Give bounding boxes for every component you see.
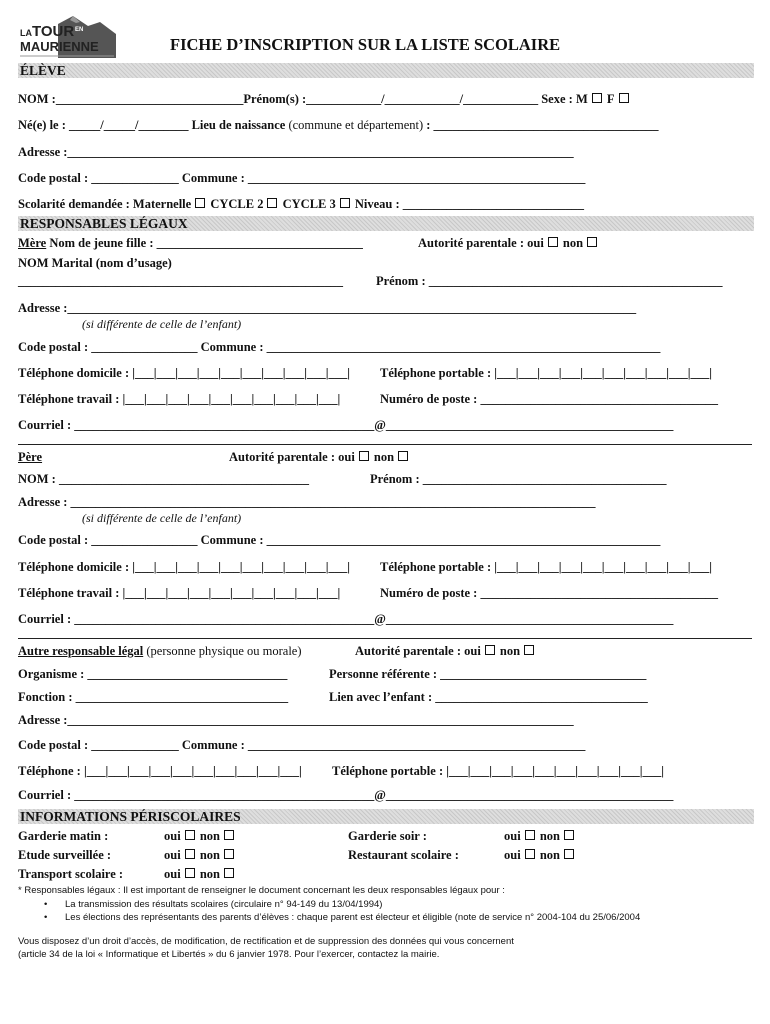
mere-code-postal-field[interactable]: Code postal : _________________ Commune : _______________________________________________________________	[18, 340, 661, 354]
transport-oui-checkbox[interactable]	[185, 868, 195, 878]
scolarite-label: Scolarité demandée : Maternelle	[18, 197, 192, 211]
mere-label: Mère	[18, 236, 47, 250]
pere-tel-portable-field[interactable]: Téléphone portable : |___|___|___|___|___|___|___|___|___|___|	[380, 560, 713, 574]
mere-autorite-non-checkbox[interactable]	[587, 237, 597, 247]
pere-tel-domicile-field[interactable]: Téléphone domicile : |___|___|___|___|___|___|___|___|___|___|	[18, 560, 351, 574]
autre-fonction-field[interactable]: Fonction : __________________________________	[18, 690, 289, 704]
etude-non-checkbox[interactable]	[224, 849, 234, 859]
pere-adresse-field[interactable]: Adresse : ____________________________________________________________________________________	[18, 495, 596, 509]
autre-personne-referente-field[interactable]: Personne référente : _________________________________	[329, 667, 647, 681]
mere-si-differente-note: (si différente de celle de l’enfant)	[82, 317, 242, 331]
autre-tel-portable-field[interactable]: Téléphone portable : |___|___|___|___|___|___|___|___|___|___|	[332, 764, 665, 778]
autre-responsable-line[interactable]	[18, 644, 302, 659]
non-label: non	[539, 848, 560, 862]
etude-oui-checkbox[interactable]	[185, 849, 195, 859]
pere-poste-field[interactable]: Numéro de poste : ______________________________________	[380, 586, 718, 600]
cycle2-checkbox[interactable]	[267, 198, 277, 208]
section-periscolaire-header: INFORMATIONS PÉRISCOLAIRES	[18, 809, 754, 824]
mere-tel-domicile-field[interactable]: Téléphone domicile : |___|___|___|___|___|___|___|___|___|___|	[18, 366, 351, 380]
pere-prenom-field[interactable]: Prénom : _______________________________________	[370, 472, 667, 486]
garderie-matin-non-checkbox[interactable]	[224, 830, 234, 840]
eleve-scolarite-line[interactable]	[18, 197, 584, 212]
autre-lien-field[interactable]: Lien avec l’enfant : __________________________________	[329, 690, 648, 704]
section-responsables-header: RESPONSABLES LÉGAUX	[18, 216, 754, 231]
divider	[18, 638, 752, 639]
svg-text:MAURIENNE: MAURIENNE	[20, 39, 99, 54]
droit-acces-line-2: (article 34 de la loi « Informatique et Libertés » du 6 janvier 1978. Pour l’exercer, contactez la mairie.	[18, 949, 440, 960]
eleve-nom-line[interactable]	[18, 92, 631, 107]
non-label: non	[199, 848, 220, 862]
garderie-matin-options[interactable]	[164, 829, 236, 844]
pere-courriel-field[interactable]: Courriel : ________________________________________________@______________________________________________	[18, 612, 674, 626]
pere-autorite-label: Autorité parentale : oui	[229, 450, 355, 464]
svg-text:TOUR: TOUR	[32, 23, 75, 40]
mere-courriel-field[interactable]: Courriel : ________________________________________________@______________________________________________	[18, 418, 674, 432]
cycle3-label: CYCLE 3	[282, 197, 336, 211]
garderie-soir-non-checkbox[interactable]	[564, 830, 574, 840]
mere-prenom-field[interactable]: Prénom : _______________________________________________	[376, 274, 723, 288]
restaurant-oui-checkbox[interactable]	[525, 849, 535, 859]
cycle3-checkbox[interactable]	[340, 198, 350, 208]
responsables-note: * Responsables légaux : Il est important de renseigner le document concernant les deux responsables légaux pour :	[18, 885, 505, 896]
mere-adresse-field[interactable]: Adresse :___________________________________________________________________________________________	[18, 301, 637, 315]
mere-tel-travail-field[interactable]: Téléphone travail : |___|___|___|___|___|___|___|___|___|___|	[18, 392, 341, 406]
mountain-logo-icon	[18, 14, 118, 60]
mere-poste-field[interactable]: Numéro de poste : ______________________________________	[380, 392, 718, 406]
sexe-f-checkbox[interactable]	[619, 93, 629, 103]
pere-tel-travail-field[interactable]: Téléphone travail : |___|___|___|___|___|___|___|___|___|___|	[18, 586, 341, 600]
restaurant-non-checkbox[interactable]	[564, 849, 574, 859]
pere-autorite-non-checkbox[interactable]	[398, 451, 408, 461]
non-label: non	[199, 829, 220, 843]
pere-label: Père	[18, 450, 43, 464]
autre-autorite[interactable]	[355, 644, 536, 659]
autre-autorite-oui-checkbox[interactable]	[485, 645, 495, 655]
autre-paren: (personne physique ou morale)	[143, 644, 302, 658]
pere-autorite-non-label: non	[373, 450, 395, 464]
sexe-f-label: F	[606, 92, 615, 106]
transport-label: Transport scolaire :	[18, 867, 124, 881]
oui-label: oui	[164, 867, 181, 881]
naissance-field: : ____________________________________	[426, 118, 659, 132]
bullet-icon: •	[44, 912, 48, 923]
restaurant-label: Restaurant scolaire :	[348, 848, 459, 862]
non-label: non	[199, 867, 220, 881]
svg-text:EN: EN	[75, 27, 84, 33]
mere-autorite-label: Autorité parentale : oui	[418, 236, 544, 250]
droit-acces-line-1: Vous disposez d’un droit d’accès, de modification, de rectification et de suppression des données qui vous concernent	[18, 936, 514, 947]
autre-autorite-label: Autorité parentale : oui	[355, 644, 481, 658]
garderie-soir-oui-checkbox[interactable]	[525, 830, 535, 840]
eleve-code-postal-field[interactable]: Code postal : ______________ Commune : ______________________________________________________	[18, 171, 586, 185]
mere-tel-portable-field[interactable]: Téléphone portable : |___|___|___|___|___|___|___|___|___|___|	[380, 366, 713, 380]
section-eleve-header: ÉLÈVE	[18, 63, 754, 78]
oui-label: oui	[504, 848, 521, 862]
pere-si-differente-note: (si différente de celle de l’enfant)	[82, 511, 242, 525]
mere-jeune-fille-field: Nom de jeune fille : _________________________________	[46, 236, 363, 250]
autre-code-postal-field[interactable]: Code postal : ______________ Commune : ______________________________________________________	[18, 738, 586, 752]
autre-courriel-field[interactable]: Courriel : ________________________________________________@______________________________________________	[18, 788, 674, 802]
mere-nom-marital-label: NOM Marital (nom d’usage)	[18, 256, 172, 270]
pere-autorite[interactable]	[229, 450, 410, 465]
mere-jeune-fille-line[interactable]	[18, 236, 363, 251]
non-label: non	[539, 829, 560, 843]
mere-autorite[interactable]	[418, 236, 599, 251]
page-title: FICHE D’INSCRIPTION SUR LA LISTE SCOLAIRE	[170, 35, 561, 54]
note-bullet-1: La transmission des résultats scolaires (circulaire n° 94-149 du 13/04/1994)	[65, 899, 383, 910]
garderie-soir-label: Garderie soir :	[348, 829, 427, 843]
autre-autorite-non-checkbox[interactable]	[524, 645, 534, 655]
garderie-soir-options[interactable]	[504, 829, 576, 844]
etude-options[interactable]	[164, 848, 236, 863]
pere-code-postal-field[interactable]: Code postal : _________________ Commune : _______________________________________________________________	[18, 533, 661, 547]
eleve-naissance-line[interactable]	[18, 118, 659, 133]
autre-adresse-field[interactable]: Adresse :_________________________________________________________________________________	[18, 713, 574, 727]
niveau-field: Niveau : _____________________________	[354, 197, 585, 211]
note-bullet-2: Les élections des représentants des parents d’élèves : chaque parent est électeur et éligible (note de service n° 2004-104 du 25/06/2004	[65, 912, 641, 923]
garderie-matin-label: Garderie matin :	[18, 829, 109, 843]
transport-non-checkbox[interactable]	[224, 868, 234, 878]
transport-options[interactable]	[164, 867, 236, 882]
autre-organisme-field[interactable]: Organisme : ________________________________	[18, 667, 288, 681]
autre-autorite-non-label: non	[499, 644, 521, 658]
sexe-m-checkbox[interactable]	[592, 93, 602, 103]
etude-label: Etude surveillée :	[18, 848, 112, 862]
cycle2-label: CYCLE 2	[210, 197, 264, 211]
oui-label: oui	[164, 829, 181, 843]
restaurant-options[interactable]	[504, 848, 576, 863]
pere-nom-field[interactable]: NOM : ________________________________________	[18, 472, 309, 486]
divider	[18, 444, 752, 445]
bullet-icon: •	[44, 899, 48, 910]
autre-label: Autre responsable légal	[18, 644, 144, 658]
pere-autorite-oui-checkbox[interactable]	[359, 451, 369, 461]
mere-autorite-non-label: non	[562, 236, 584, 250]
garderie-matin-oui-checkbox[interactable]	[185, 830, 195, 840]
logo	[18, 14, 118, 60]
naissance-label: Né(e) le : _____/_____/________ Lieu de naissance	[18, 118, 286, 132]
eleve-adresse-field[interactable]: Adresse :_________________________________________________________________________________	[18, 145, 574, 159]
oui-label: oui	[164, 848, 181, 862]
autre-tel-field[interactable]: Téléphone : |___|___|___|___|___|___|___|___|___|___|	[18, 764, 302, 778]
svg-text:LA: LA	[20, 28, 32, 38]
mere-autorite-oui-checkbox[interactable]	[548, 237, 558, 247]
naissance-paren: (commune et département)	[288, 118, 424, 132]
mere-nom-marital-field[interactable]: ____________________________________________________	[18, 274, 343, 288]
oui-label: oui	[504, 829, 521, 843]
eleve-nom-label: NOM :______________________________Prénom(s) :____________/____________/____________ Sexe : M	[18, 92, 588, 106]
maternelle-checkbox[interactable]	[195, 198, 205, 208]
